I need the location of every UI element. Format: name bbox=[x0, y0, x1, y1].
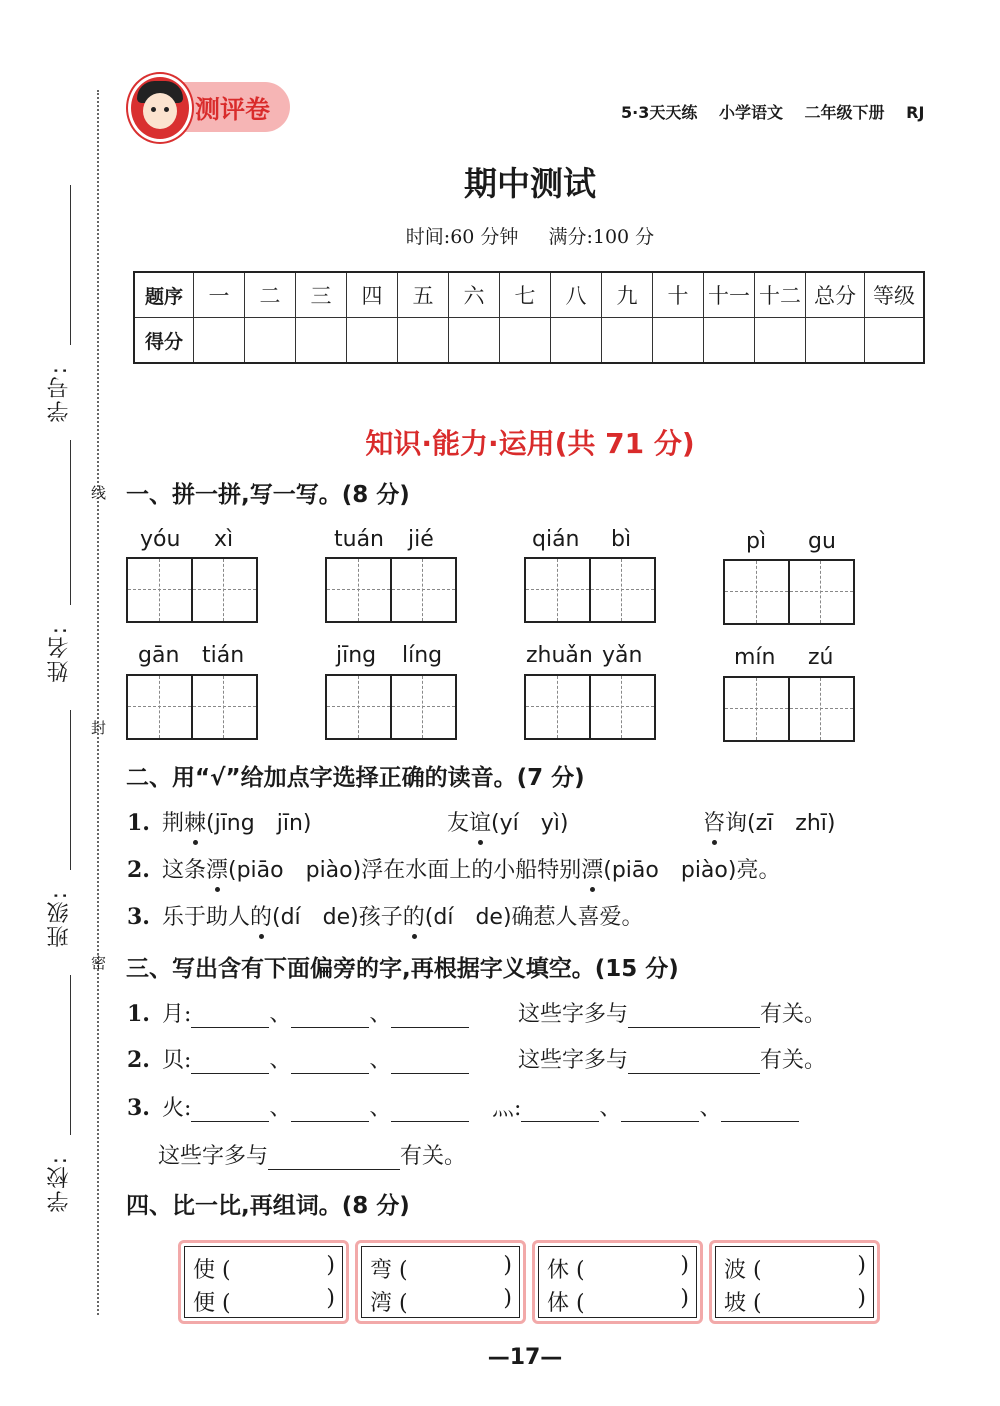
class-label: 班级: bbox=[47, 890, 72, 948]
score-cell[interactable] bbox=[194, 318, 245, 364]
page-number: —17— bbox=[487, 1345, 563, 1370]
score-cell[interactable] bbox=[865, 318, 925, 364]
writing-grid[interactable] bbox=[524, 557, 656, 623]
series-grade: 二年级下册 bbox=[804, 103, 885, 122]
col-head: 四 bbox=[347, 272, 398, 318]
answer-blank[interactable] bbox=[521, 1097, 599, 1122]
q2-line-2: 2. 这条漂(piāo piào)浮在水面上的小船特别漂(piāo piào)亮。 bbox=[127, 853, 780, 884]
answer-blank[interactable] bbox=[268, 1145, 400, 1170]
binding-dotted-line bbox=[97, 90, 99, 1315]
compare-row[interactable]: 使 ( ) bbox=[193, 1253, 335, 1283]
compare-row[interactable]: 坡 ( ) bbox=[724, 1286, 866, 1316]
q3-line-3b: 灬: 、 、 bbox=[492, 1091, 799, 1122]
score-cell[interactable] bbox=[398, 318, 449, 364]
score-table bbox=[133, 271, 925, 364]
col-head: 五 bbox=[398, 272, 449, 318]
row-head-score: 得分 bbox=[134, 318, 194, 364]
q2-line-1: 1. 荆棘(jīng jīn) bbox=[127, 806, 311, 837]
writing-grid[interactable] bbox=[325, 674, 457, 740]
name-rule bbox=[70, 440, 71, 605]
answer-blank[interactable] bbox=[628, 1003, 760, 1028]
margin-mark-line: 线 bbox=[89, 485, 107, 500]
score-cell[interactable] bbox=[755, 318, 806, 364]
answer-blank[interactable] bbox=[191, 1003, 269, 1028]
compare-row[interactable]: 弯 ( ) bbox=[370, 1253, 512, 1283]
q3-line-1: 1. 月: 、 、 bbox=[127, 997, 469, 1028]
col-head: 十二 bbox=[755, 272, 806, 318]
cartoon-kid-icon bbox=[128, 74, 192, 142]
compare-row[interactable]: 体 ( ) bbox=[547, 1286, 689, 1316]
q3-title: 三、写出含有下面偏旁的字,再根据字义填空。(15 分) bbox=[126, 956, 679, 982]
col-head-grade: 等级 bbox=[865, 272, 925, 318]
compare-box bbox=[532, 1240, 703, 1324]
answer-blank[interactable] bbox=[721, 1097, 799, 1122]
col-head: 七 bbox=[500, 272, 551, 318]
score-cell[interactable] bbox=[704, 318, 755, 364]
q3-line-2-fill: 这些字多与 有关。 bbox=[518, 1048, 827, 1073]
page-title: 期中测试 bbox=[464, 164, 596, 203]
compare-row[interactable]: 便 ( ) bbox=[193, 1286, 335, 1316]
answer-blank[interactable] bbox=[391, 1097, 469, 1122]
answer-blank[interactable] bbox=[291, 1049, 369, 1074]
score-cell[interactable] bbox=[296, 318, 347, 364]
series-edition: RJ bbox=[906, 103, 925, 122]
score-cell[interactable] bbox=[449, 318, 500, 364]
q2-line-3: 3. 乐于助人的(dí de)孩子的(dí de)确惹人喜爱。 bbox=[127, 900, 644, 931]
score-cell[interactable] bbox=[500, 318, 551, 364]
margin-mark-seal: 封 bbox=[89, 720, 107, 735]
margin-mark-secret: 密 bbox=[89, 955, 107, 970]
student-id-rule bbox=[70, 185, 71, 345]
col-head: 十一 bbox=[704, 272, 755, 318]
q3-line-3: 3. 火: 、 、 bbox=[127, 1091, 469, 1122]
q3-line-3-fill: 这些字多与 有关。 bbox=[158, 1144, 467, 1169]
q3-line-1-fill: 这些字多与 有关。 bbox=[518, 1002, 827, 1027]
score-cell[interactable] bbox=[602, 318, 653, 364]
school-label: 学校: bbox=[47, 1155, 72, 1213]
q2-line-1c: 咨询(zī zhī) bbox=[703, 806, 835, 837]
writing-grid[interactable] bbox=[126, 674, 258, 740]
q2-title: 二、用“√”给加点字选择正确的读音。(7 分) bbox=[126, 765, 585, 791]
writing-grid[interactable] bbox=[723, 676, 855, 742]
score-cell[interactable] bbox=[551, 318, 602, 364]
col-head: 十 bbox=[653, 272, 704, 318]
answer-blank[interactable] bbox=[391, 1003, 469, 1028]
exam-full-score: 满分:100 分 bbox=[548, 226, 655, 248]
writing-grid[interactable] bbox=[126, 557, 258, 623]
score-cell[interactable] bbox=[245, 318, 296, 364]
school-rule bbox=[70, 975, 71, 1135]
exam-info bbox=[0, 222, 1000, 249]
answer-blank[interactable] bbox=[391, 1049, 469, 1074]
answer-blank[interactable] bbox=[291, 1097, 369, 1122]
q3-line-2: 2. 贝: 、 、 bbox=[127, 1043, 469, 1074]
badge-label: 测评卷 bbox=[195, 95, 271, 124]
col-head-total: 总分 bbox=[806, 272, 865, 318]
series-brand: 5·3天天练 bbox=[621, 103, 698, 122]
class-rule bbox=[70, 710, 71, 870]
section-title: 知识·能力·运用(共 71 分) bbox=[365, 427, 695, 460]
student-id-label: 学号: bbox=[47, 365, 72, 423]
col-head: 八 bbox=[551, 272, 602, 318]
col-head: 二 bbox=[245, 272, 296, 318]
q1-title: 一、拼一拼,写一写。(8 分) bbox=[126, 482, 410, 508]
col-head: 九 bbox=[602, 272, 653, 318]
score-cell[interactable] bbox=[806, 318, 865, 364]
row-head-order: 题序 bbox=[134, 272, 194, 318]
q4-title: 四、比一比,再组词。(8 分) bbox=[126, 1193, 410, 1219]
compare-box bbox=[178, 1240, 349, 1324]
col-head: 三 bbox=[296, 272, 347, 318]
answer-blank[interactable] bbox=[191, 1097, 269, 1122]
writing-grid[interactable] bbox=[325, 557, 457, 623]
q2-line-1b: 友谊(yí yì) bbox=[447, 806, 568, 837]
name-label: 姓名: bbox=[47, 625, 72, 683]
compare-row[interactable]: 湾 ( ) bbox=[370, 1286, 512, 1316]
answer-blank[interactable] bbox=[628, 1049, 760, 1074]
answer-blank[interactable] bbox=[191, 1049, 269, 1074]
writing-grid[interactable] bbox=[524, 674, 656, 740]
col-head: 一 bbox=[194, 272, 245, 318]
compare-box bbox=[355, 1240, 526, 1324]
compare-box bbox=[709, 1240, 880, 1324]
answer-blank[interactable] bbox=[621, 1097, 699, 1122]
col-head: 六 bbox=[449, 272, 500, 318]
score-cell[interactable] bbox=[653, 318, 704, 364]
exam-time: 时间:60 分钟 bbox=[405, 226, 519, 248]
answer-blank[interactable] bbox=[291, 1003, 369, 1028]
score-cell[interactable] bbox=[347, 318, 398, 364]
series-subject: 小学语文 bbox=[718, 103, 783, 122]
compare-row[interactable]: 休 ( ) bbox=[547, 1253, 689, 1283]
writing-grid[interactable] bbox=[723, 559, 855, 625]
compare-row[interactable]: 波 ( ) bbox=[724, 1253, 866, 1283]
series-info bbox=[621, 100, 924, 123]
